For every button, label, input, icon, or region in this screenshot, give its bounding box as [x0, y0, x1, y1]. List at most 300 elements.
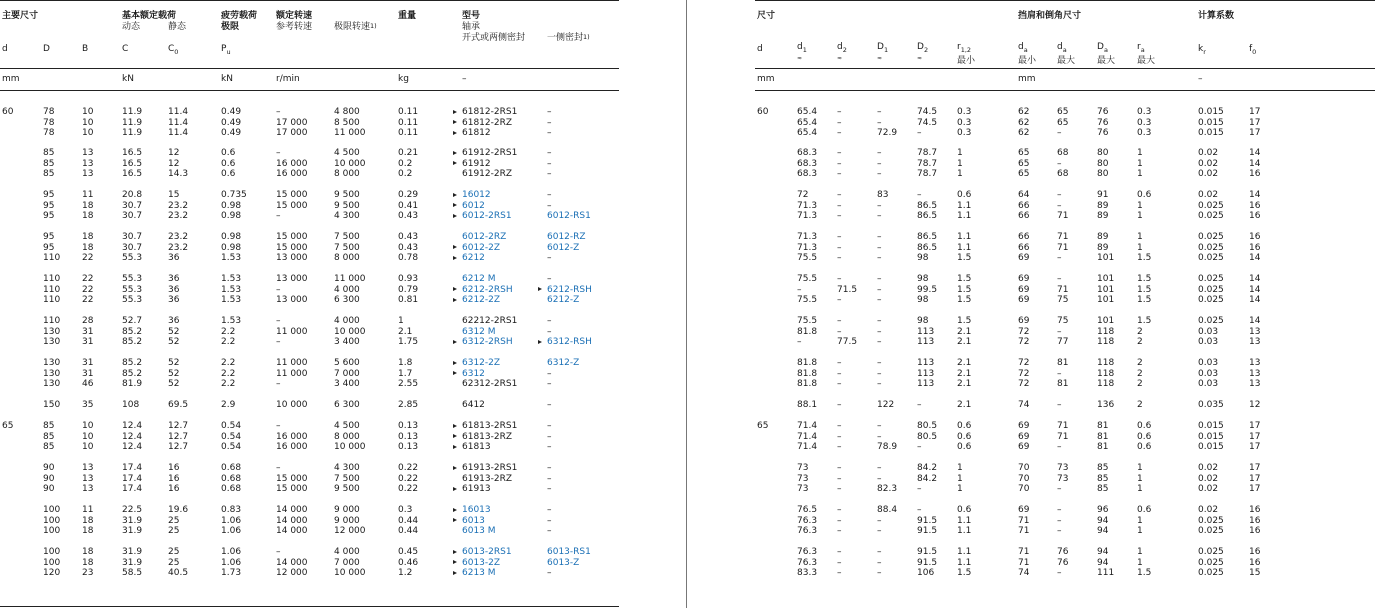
header-main-dims: 主要尺寸 — [2, 11, 39, 21]
cell-kr: 0.025 — [1198, 284, 1224, 295]
popular-item-marker-icon — [453, 203, 457, 207]
cell-m: 2.1 — [398, 326, 413, 337]
cell-Da: 80 — [1097, 158, 1109, 169]
popular-item-marker-icon — [453, 120, 457, 124]
one-side-designation: – — [547, 473, 552, 484]
cell-Pu: 2.2 — [221, 368, 236, 379]
cell-Da: 89 — [1097, 200, 1109, 211]
popular-item-marker-icon — [453, 571, 457, 575]
cell-m: 0.81 — [398, 295, 419, 305]
cell-D: 95 — [43, 200, 55, 211]
cell-D2: 113 — [917, 368, 935, 379]
cell-Da: 85 — [1097, 473, 1109, 484]
cell-lim: 11 000 — [334, 128, 366, 138]
cell-d1: – — [797, 284, 802, 295]
cell-d2: – — [837, 158, 842, 169]
popular-item-marker-icon — [453, 487, 457, 491]
designation-link[interactable]: 6013-2Z — [462, 557, 501, 568]
cell-da2: – — [1057, 326, 1062, 337]
designation-link[interactable]: 6012-2RS1 — [462, 211, 512, 221]
cell-D: 85 — [43, 148, 55, 158]
cell-ref: 12 000 — [276, 568, 308, 578]
cell-C: 30.7 — [122, 242, 143, 253]
cell-D1: 122 — [877, 400, 895, 410]
cell-D: 95 — [43, 211, 55, 221]
popular-item-marker-icon — [453, 466, 457, 470]
cell-B: 13 — [82, 473, 94, 484]
cell-d1: 76.3 — [797, 557, 818, 568]
cell-lim: 6 300 — [334, 400, 360, 410]
cell-r: 1 — [957, 484, 963, 494]
cell-da2: 77 — [1057, 337, 1069, 347]
cell-f0: 14 — [1249, 284, 1261, 295]
cell-f0: 16 — [1249, 169, 1261, 179]
cell-d1: 81.8 — [797, 326, 818, 337]
cell-D1: – — [877, 421, 882, 431]
cell-kr: 0.02 — [1198, 148, 1219, 158]
cell-kr: 0.025 — [1198, 232, 1224, 242]
cell-B: 31 — [82, 337, 94, 347]
cell-D: 85 — [43, 169, 55, 179]
cell-da: 74 — [1018, 568, 1030, 578]
cell-d1: 75.5 — [797, 253, 818, 263]
symbol-da-min: $d_a$ 最小 — [1018, 42, 1037, 66]
cell-kr: 0.02 — [1198, 169, 1219, 179]
popular-item-marker-icon — [453, 256, 457, 260]
cell-f0: 17 — [1249, 484, 1261, 494]
cell-D2: 78.7 — [917, 148, 938, 158]
cell-D1: – — [877, 242, 882, 253]
cell-d2: – — [837, 484, 842, 494]
cell-D1: – — [877, 117, 882, 128]
cell-D: 130 — [43, 368, 61, 379]
cell-d1: 73 — [797, 463, 809, 473]
designation-link[interactable]: 16012 — [462, 190, 491, 200]
cell-kr: 0.025 — [1198, 515, 1224, 526]
cell-Da: 101 — [1097, 316, 1115, 326]
cell-f0: 14 — [1249, 253, 1261, 263]
cell-D2: 98 — [917, 316, 929, 326]
cell-da2: – — [1057, 128, 1062, 138]
cell-Da: 94 — [1097, 515, 1109, 526]
cell-D1: – — [877, 211, 882, 221]
cell-da2: – — [1057, 190, 1062, 200]
cell-ra: 0.6 — [1137, 505, 1152, 515]
cell-C: 55.3 — [122, 284, 143, 295]
cell-m: 1 — [398, 316, 404, 326]
cell-kr: 0.02 — [1198, 190, 1219, 200]
cell-ra: 1 — [1137, 557, 1143, 568]
cell-f0: 13 — [1249, 358, 1261, 368]
cell-da2: 65 — [1057, 107, 1069, 117]
cell-ref: 13 000 — [276, 274, 308, 284]
one-side-designation: – — [547, 463, 552, 473]
cell-r: 1 — [957, 148, 963, 158]
one-side-designation-link[interactable]: 6212-RSH — [547, 284, 592, 295]
cell-B: 31 — [82, 368, 94, 379]
cell-Da: 118 — [1097, 358, 1115, 368]
cell-C0: 16 — [168, 473, 180, 484]
cell-lim: 8 000 — [334, 169, 360, 179]
popular-item-marker-icon — [453, 518, 457, 522]
cell-Pu: 1.53 — [221, 253, 242, 263]
cell-C: 31.9 — [122, 557, 143, 568]
one-side-designation-link[interactable]: 6013-RS1 — [547, 547, 591, 557]
cell-Pu: 0.83 — [221, 505, 242, 515]
cell-d1: 75.5 — [797, 274, 818, 284]
cell-f0: 14 — [1249, 274, 1261, 284]
cell-r: 0.6 — [957, 442, 972, 452]
cell-C: 55.3 — [122, 295, 143, 305]
cell-lim: 12 000 — [334, 526, 366, 536]
header-bearing: 轴承 — [462, 22, 481, 32]
cell-Pu: 0.98 — [221, 232, 242, 242]
cell-Da: 118 — [1097, 368, 1115, 379]
cell-d2: – — [837, 431, 842, 442]
cell-D: 110 — [43, 274, 61, 284]
cell-C0: 52 — [168, 368, 180, 379]
cell-kr: 0.02 — [1198, 463, 1219, 473]
cell-C: 17.4 — [122, 484, 143, 494]
cell-B: 10 — [82, 431, 94, 442]
cell-ra: 0.3 — [1137, 117, 1152, 128]
cell-C: 85.2 — [122, 368, 143, 379]
cell-Da: 94 — [1097, 547, 1109, 557]
designation-link[interactable]: 6312-2Z — [462, 358, 501, 368]
cell-da2: 71 — [1057, 421, 1069, 431]
cell-B: 10 — [82, 107, 94, 117]
symbol-d2: $d_2$ ≈ — [837, 42, 847, 62]
cell-B: 11 — [82, 505, 94, 515]
cell-C: 30.7 — [122, 211, 143, 221]
cell-kr: 0.015 — [1198, 107, 1224, 117]
cell-Da: 80 — [1097, 148, 1109, 158]
cell-da2: 71 — [1057, 284, 1069, 295]
one-side-designation: – — [547, 253, 552, 263]
designation-link[interactable]: 6012-2RZ — [462, 232, 507, 242]
cell-C0: 52 — [168, 358, 180, 368]
cell-C0: 16 — [168, 463, 180, 473]
unit-mm-right: mm — [757, 74, 775, 84]
cell-da: 66 — [1018, 232, 1030, 242]
designation-link[interactable]: 6212 — [462, 253, 485, 263]
cell-m: 1.7 — [398, 368, 413, 379]
cell-Da: 91 — [1097, 190, 1109, 200]
cell-lim: 7 500 — [334, 242, 360, 253]
designation-link[interactable]: 6012-2Z — [462, 242, 501, 253]
unit-kN-load: kN — [122, 74, 134, 84]
designation-link[interactable]: 6312 — [462, 368, 485, 379]
cell-C0: 11.4 — [168, 117, 189, 128]
cell-kr: 0.015 — [1198, 442, 1224, 452]
cell-r: 1.1 — [957, 211, 972, 221]
cell-B: 18 — [82, 200, 94, 211]
cell-D: 90 — [43, 473, 55, 484]
cell-ref: 14 000 — [276, 526, 308, 536]
cell-D: 78 — [43, 128, 55, 138]
cell-f0: 16 — [1249, 526, 1261, 536]
cell-Da: 111 — [1097, 568, 1115, 578]
cell-lim: 9 500 — [334, 484, 360, 494]
cell-D1: 72.9 — [877, 128, 898, 138]
cell-da: 66 — [1018, 200, 1030, 211]
cell-ra: 0.6 — [1137, 431, 1152, 442]
designation-link[interactable]: 6213 M — [462, 568, 496, 578]
cell-lim: 9 000 — [334, 505, 360, 515]
symbol-ra-max: $r_a$ 最大 — [1137, 42, 1156, 66]
one-side-designation-link[interactable]: 6212-Z — [547, 295, 580, 305]
header-abutment: 挡肩和倒角尺寸 — [1018, 11, 1082, 21]
cell-d2: – — [837, 421, 842, 431]
cell-lim: 4 300 — [334, 463, 360, 473]
cell-Pu: 1.06 — [221, 557, 242, 568]
cell-C0: 36 — [168, 316, 180, 326]
cell-da2: – — [1057, 526, 1062, 536]
cell-lim: 4 800 — [334, 107, 360, 117]
cell-Pu: 0.49 — [221, 128, 242, 138]
cell-f0: 16 — [1249, 242, 1261, 253]
cell-ra: 0.6 — [1137, 421, 1152, 431]
unit-designation-dash: – — [462, 74, 467, 84]
one-side-designation-link[interactable]: 6012-RZ — [547, 232, 586, 242]
cell-da: 66 — [1018, 211, 1030, 221]
cell-kr: 0.025 — [1198, 295, 1224, 305]
cell-da: 70 — [1018, 473, 1030, 484]
cell-C: 20.8 — [122, 190, 143, 200]
units-rule — [0, 90, 619, 91]
cell-d2: – — [837, 211, 842, 221]
cell-D: 78 — [43, 107, 55, 117]
cell-C0: 36 — [168, 253, 180, 263]
cell-d1: 71.3 — [797, 200, 818, 211]
one-side-designation-link[interactable]: 6312-RSH — [547, 337, 592, 347]
cell-D: 110 — [43, 253, 61, 263]
cell-D2: 78.7 — [917, 158, 938, 169]
cell-Pu: 0.68 — [221, 463, 242, 473]
designation: 61912-2RS1 — [462, 148, 518, 158]
bottom-rule — [0, 606, 619, 607]
cell-r: 2.1 — [957, 379, 972, 389]
cell-da: 65 — [1018, 158, 1030, 169]
cell-d: 60 — [757, 107, 769, 117]
cell-ra: 0.3 — [1137, 107, 1152, 117]
cell-C0: 25 — [168, 547, 180, 557]
cell-D: 85 — [43, 442, 55, 452]
designation-link[interactable]: 16013 — [462, 505, 491, 515]
cell-f0: 15 — [1249, 568, 1261, 578]
designation-link[interactable]: 6212-2Z — [462, 295, 501, 305]
cell-D2: 78.7 — [917, 169, 938, 179]
cell-C: 85.2 — [122, 358, 143, 368]
cell-Da: 89 — [1097, 211, 1109, 221]
cell-D2: 84.2 — [917, 473, 938, 484]
cell-D1: – — [877, 107, 882, 117]
cell-r: 2.1 — [957, 400, 972, 410]
cell-d1: 68.3 — [797, 148, 818, 158]
cell-kr: 0.025 — [1198, 547, 1224, 557]
cell-D: 90 — [43, 463, 55, 473]
cell-C: 108 — [122, 400, 140, 410]
cell-m: 0.2 — [398, 158, 413, 169]
cell-d2: – — [837, 557, 842, 568]
cell-ra: 1 — [1137, 484, 1143, 494]
symbol-d: d — [2, 44, 8, 54]
cell-D2: – — [917, 442, 922, 452]
cell-m: 0.44 — [398, 515, 419, 526]
cell-kr: 0.025 — [1198, 242, 1224, 253]
cell-m: 2.85 — [398, 400, 419, 410]
symbol-r12: $r_{1,2}$ 最小 — [957, 42, 976, 66]
cell-ra: 1 — [1137, 158, 1143, 169]
cell-d2: – — [837, 326, 842, 337]
cell-da: 71 — [1018, 547, 1030, 557]
cell-da2: – — [1057, 400, 1062, 410]
cell-kr: 0.025 — [1198, 526, 1224, 536]
cell-kr: 0.03 — [1198, 326, 1219, 337]
cell-da: 72 — [1018, 368, 1030, 379]
cell-d1: 81.8 — [797, 368, 818, 379]
one-side-designation: – — [547, 316, 552, 326]
one-side-designation: – — [547, 169, 552, 179]
cell-ref: – — [276, 379, 281, 389]
cell-da: 70 — [1018, 463, 1030, 473]
cell-D1: – — [877, 232, 882, 242]
one-side-designation-link[interactable]: 6012-RS1 — [547, 211, 591, 221]
header-rule — [0, 68, 619, 69]
cell-D1: 82.3 — [877, 484, 898, 494]
cell-D2: 91.5 — [917, 515, 938, 526]
cell-lim: 7 000 — [334, 557, 360, 568]
cell-da2: 71 — [1057, 431, 1069, 442]
cell-C: 85.2 — [122, 337, 143, 347]
cell-ref: – — [276, 284, 281, 295]
cell-da2: 71 — [1057, 242, 1069, 253]
cell-D: 95 — [43, 242, 55, 253]
cell-m: 0.43 — [398, 211, 419, 221]
cell-ref: 17 000 — [276, 128, 308, 138]
cell-f0: 17 — [1249, 117, 1261, 128]
cell-C: 31.9 — [122, 526, 143, 536]
one-side-designation-link[interactable]: 6013-Z — [547, 557, 580, 568]
header-dims: 尺寸 — [757, 11, 776, 21]
designation-link[interactable]: 6012 — [462, 200, 485, 211]
page-gutter — [686, 0, 687, 608]
cell-da: 71 — [1018, 526, 1030, 536]
cell-f0: 16 — [1249, 232, 1261, 242]
cell-D2: 91.5 — [917, 547, 938, 557]
cell-D2: 113 — [917, 358, 935, 368]
cell-Pu: 1.53 — [221, 274, 242, 284]
cell-f0: 16 — [1249, 505, 1261, 515]
cell-D2: 86.5 — [917, 200, 938, 211]
cell-f0: 16 — [1249, 211, 1261, 221]
header-calc-factors: 计算系数 — [1198, 11, 1235, 21]
cell-da: 72 — [1018, 358, 1030, 368]
one-side-designation-link[interactable]: 6012-Z — [547, 242, 580, 253]
cell-ra: 1 — [1137, 169, 1143, 179]
designation: 6412 — [462, 400, 485, 410]
cell-C: 55.3 — [122, 253, 143, 263]
cell-lim: 7 500 — [334, 232, 360, 242]
designation-link[interactable]: 6013 M — [462, 526, 496, 536]
popular-item-marker-icon — [453, 245, 457, 249]
cell-Da: 94 — [1097, 526, 1109, 536]
designation-link[interactable]: 6013-2RS1 — [462, 547, 512, 557]
designation-link[interactable]: 6212-2RSH — [462, 284, 513, 295]
cell-d1: 81.8 — [797, 358, 818, 368]
cell-D2: 80.5 — [917, 431, 938, 442]
cell-r: 1.5 — [957, 253, 972, 263]
designation-link[interactable]: 6013 — [462, 515, 485, 526]
designation-link[interactable]: 6312-2RSH — [462, 337, 513, 347]
designation: 61812-2RS1 — [462, 107, 518, 117]
cell-C: 81.9 — [122, 379, 143, 389]
right-page — [700, 0, 1375, 608]
cell-B: 13 — [82, 484, 94, 494]
cell-B: 35 — [82, 400, 94, 410]
cell-d1: 76.3 — [797, 547, 818, 557]
cell-da2: – — [1057, 505, 1062, 515]
cell-D2: 80.5 — [917, 421, 938, 431]
one-side-designation-link[interactable]: 6312-Z — [547, 358, 580, 368]
cell-ref: – — [276, 337, 281, 347]
cell-ra: 1 — [1137, 463, 1143, 473]
cell-d1: 83.3 — [797, 568, 818, 578]
cell-D2: 86.5 — [917, 232, 938, 242]
cell-D: 110 — [43, 284, 61, 295]
cell-C0: 23.2 — [168, 211, 189, 221]
designation-link[interactable]: 6212 M — [462, 274, 496, 284]
header-reference-speed: 参考转速 — [276, 22, 313, 32]
cell-Pu: 0.54 — [221, 431, 242, 442]
cell-lim: 7 500 — [334, 473, 360, 484]
cell-da: 62 — [1018, 107, 1030, 117]
cell-Pu: 2.2 — [221, 326, 236, 337]
cell-lim: 4 000 — [334, 547, 360, 557]
cell-kr: 0.015 — [1198, 117, 1224, 128]
designation: 61812-2RZ — [462, 117, 513, 128]
cell-ra: 1 — [1137, 547, 1143, 557]
cell-D: 85 — [43, 431, 55, 442]
cell-ra: 1.5 — [1137, 568, 1152, 578]
cell-D: 130 — [43, 326, 61, 337]
cell-lim: 9 500 — [334, 190, 360, 200]
cell-Pu: 1.53 — [221, 295, 242, 305]
cell-B: 10 — [82, 128, 94, 138]
cell-kr: 0.02 — [1198, 158, 1219, 169]
cell-B: 18 — [82, 211, 94, 221]
cell-Da: 94 — [1097, 557, 1109, 568]
cell-D1: – — [877, 148, 882, 158]
cell-C0: 36 — [168, 284, 180, 295]
designation-link[interactable]: 6312 M — [462, 326, 496, 337]
cell-d2: – — [837, 295, 842, 305]
cell-r: 1.1 — [957, 547, 972, 557]
popular-item-marker-icon — [453, 161, 457, 165]
popular-item-marker-icon — [453, 424, 457, 428]
unit-dash-factors: – — [1198, 74, 1203, 84]
cell-lim: 4 300 — [334, 211, 360, 221]
cell-Pu: 0.6 — [221, 158, 236, 169]
cell-d2: – — [837, 274, 842, 284]
cell-f0: 17 — [1249, 463, 1261, 473]
cell-Pu: 1.06 — [221, 515, 242, 526]
cell-f0: 16 — [1249, 557, 1261, 568]
cell-lim: 10 000 — [334, 442, 366, 452]
popular-item-marker-icon — [453, 550, 457, 554]
designation: 62212-2RS1 — [462, 316, 518, 326]
cell-d1: 76.3 — [797, 526, 818, 536]
